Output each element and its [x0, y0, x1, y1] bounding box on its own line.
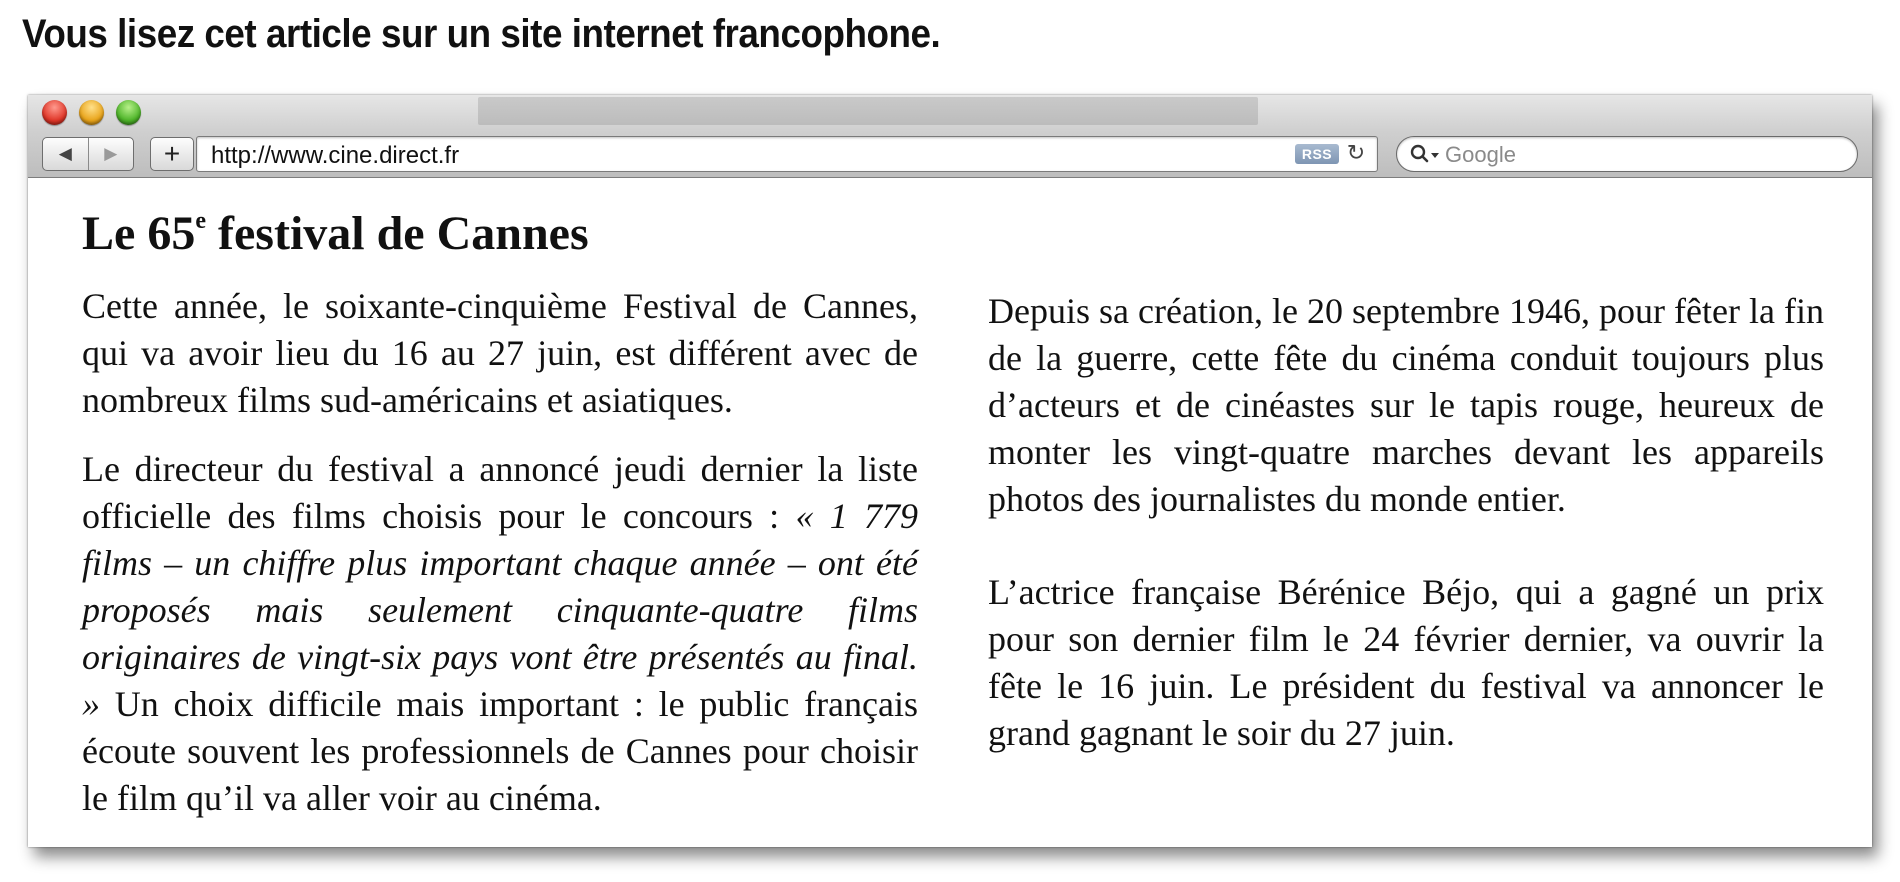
- add-bookmark-button[interactable]: [150, 137, 194, 171]
- right-paragraph-2: L’actrice française Bérénice Béjo, qui a gagné un prix pour son dernier film le 24 février dernier, va ouvrir la fête le 16 juin. Le président du festival va annoncer le grand gagnant le soir du 27 juin.: [988, 572, 1824, 753]
- article-right-column: [988, 288, 1824, 757]
- close-window-button[interactable]: [42, 100, 67, 125]
- article-left-column: [82, 283, 918, 822]
- instruction-text: Vous lisez cet article sur un site internet francophone.: [22, 12, 941, 56]
- browser-window: [28, 95, 1872, 847]
- search-placeholder: Google: [1445, 142, 1516, 167]
- zoom-window-button[interactable]: [116, 100, 141, 125]
- minimize-window-button[interactable]: [79, 100, 104, 125]
- left-paragraph-1: Cette année, le soixante-cinquième Festival de Cannes, qui va avoir lieu du 16 au 27 juin, est différent avec de nombreux films sud-américains et asiatiques.: [82, 286, 918, 420]
- url-text[interactable]: http://www.cine.direct.fr: [211, 142, 460, 169]
- right-paragraph-1: Depuis sa création, le 20 septembre 1946, pour fêter la fin de la guerre, cette fête du cinéma conduit toujours plus d’acteurs et de cinéastes sur le tapis rouge, heureux de monter les vingt-quatre marches devant les appareils photos des journalistes du monde entier.: [988, 291, 1824, 519]
- reload-icon: ↻: [1346, 140, 1366, 165]
- article-title: Le 65e festival de Cannes: [82, 207, 589, 260]
- back-arrow-icon: ◀: [58, 144, 72, 163]
- search-input[interactable]: [1396, 136, 1858, 172]
- title-superscript: e: [195, 208, 206, 234]
- left-paragraph-2: Le directeur du festival a annoncé jeudi dernier la liste officielle des films choisis pour le concours : « 1 779 films – un chiffre plus important chaque année – ont été proposés mais seulement cinquante-quatre films originaires de vingt-six pays vont être présentés au final. » Un choix difficile mais important : le public français écoute souvent les professionnels de Cannes pour choisir le film qu’il va aller voir au cinéma.: [82, 449, 918, 818]
- address-bar[interactable]: [196, 136, 1378, 172]
- search-icon[interactable]: [1409, 142, 1441, 166]
- director-quote: « 1 779 films – un chiffre plus important chaque année – ont été proposés mais seulement cinquante-quatre films originaires de vingt-six pays vont être présentés au final. »: [82, 496, 918, 724]
- title-bar-strip: [478, 97, 1258, 125]
- history-nav: [42, 137, 134, 171]
- back-button[interactable]: [43, 138, 88, 170]
- forward-arrow-icon: ▶: [104, 144, 118, 163]
- browser-toolbar: [28, 95, 1872, 178]
- reload-button[interactable]: [1344, 140, 1368, 166]
- page-content: [28, 178, 1872, 847]
- rss-button[interactable]: RSS: [1295, 144, 1339, 164]
- forward-button[interactable]: [88, 138, 134, 170]
- plus-icon: +: [163, 138, 181, 169]
